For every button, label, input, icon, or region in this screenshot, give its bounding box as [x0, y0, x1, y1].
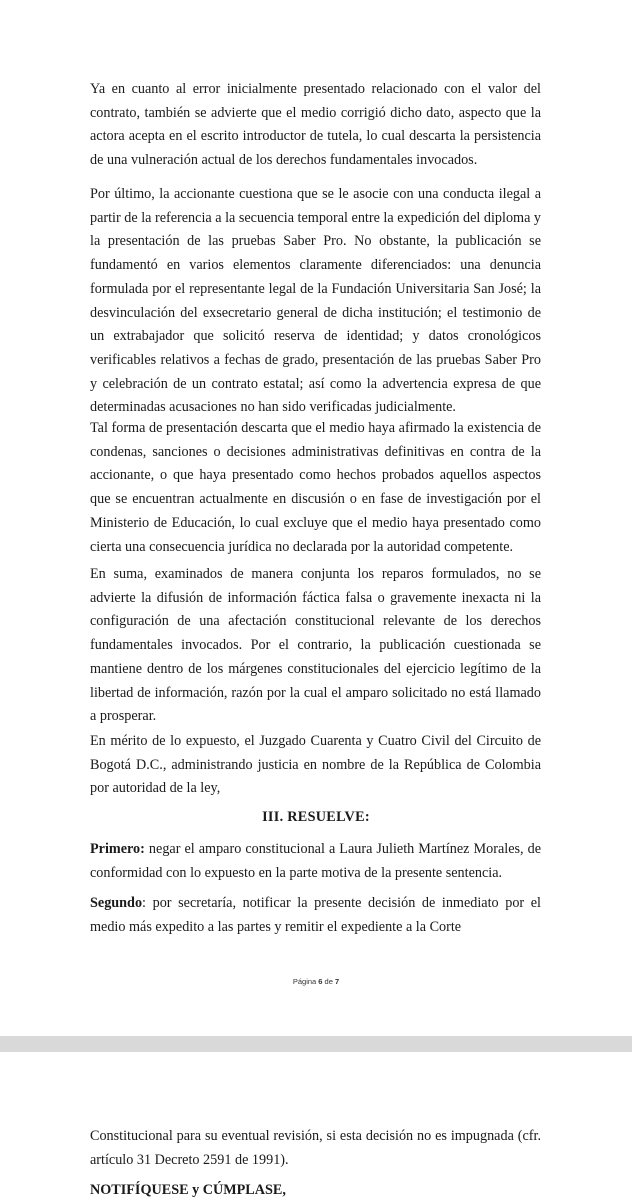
segundo-text: : por secretaría, notificar la presente decisión de inmediato por el medio más expedito a las partes y remitir el expediente a la Corte [90, 895, 541, 935]
footer-prefix: Página [292, 977, 319, 986]
paragraph-primero [90, 838, 541, 885]
footer-total: 7 [334, 977, 340, 986]
closing-notifiquese: NOTIFÍQUESE y CÚMPLASE, [90, 1182, 286, 1198]
paragraph-por-ultimo: Por último, la accionante cuestiona que se le asocie con una conducta ilegal a partir de la referencia a la secuencia temporal entre la expedición del diploma y la presentación de las pruebas Saber Pro. No obstante, la publicación se fundamentó en varios elementos claramente diferenciados: una denuncia formulada por el representante legal de la Fundación Universitaria San José; la desvinculación del exsecretario general de dicha institución; el testimonio de un extrabajador que solicitó reserva de identidad; y datos cronológicos verificables relativos a fechas de grado, presentación de las pruebas Saber Pro y celebración de un contrato estatal; así como la advertencia expresa de que determinadas acusaciones no han sido verificadas judicialmente. [90, 186, 542, 416]
paragraph-en-merito: En mérito de lo expuesto, el Juzgado Cuarenta y Cuatro Civil del Circuito de Bogotá D.C., administrando justicia en nombre de la República de Colombia por autoridad de la ley, [90, 733, 541, 797]
document-page-7 [0, 1052, 632, 1200]
primero-text: negar el amparo constitucional a Laura Julieth Martínez Morales, de conformidad con lo expuesto en la parte motiva de la presente sentencia. [90, 841, 541, 881]
paragraph-segundo [90, 892, 541, 939]
footer-mid: de [322, 977, 335, 986]
paragraph-valor-contrato: Ya en cuanto al error inicialmente presentado relacionado con el valor del contrato, también se advierte que el medio corrigió dicho dato, aspecto que la actora acepta en el escrito introductor de tutela, lo cual descarta la persistencia de una vulneración actual de los derechos fundamentales invocados. [90, 81, 541, 169]
paragraph-tal-forma: Tal forma de presentación descarta que el medio haya afirmado la existencia de condenas, sanciones o decisiones administrativas definitivas en contra de la accionante, o que haya presentado como hechos probados aquellos aspectos que se encuentran actualmente en discusión o en fase de investigación por el Ministerio de Educación, lo cual excluye que el medio haya presentado como cierta una consecuencia jurídica no declarada por la autoridad competente. [90, 420, 541, 555]
paragraph-en-suma: En suma, examinados de manera conjunta los reparos formulados, no se advierte la difusión de información fáctica falsa o gravemente inexacta ni la configuración de una afectación constitucional relevante de los derechos fundamentales invocados. Por el contrario, la publicación cuestionada se mantiene dentro de los márgenes constitucionales del ejercicio legítimo de la libertad de información, razón por la cual el amparo solicitado no está llamado a prosperar. [90, 566, 541, 725]
footer-page: 6 [318, 977, 323, 986]
segundo-label: Segundo [90, 895, 143, 911]
page-number-footer [0, 977, 632, 986]
primero-label: Primero: [90, 841, 145, 857]
section-heading-resuelve: III. RESUELVE: [262, 809, 370, 825]
paragraph-constitucional: Constitucional para su eventual revisión, si esta decisión no es impugnada (cfr. artículo 31 Decreto 2591 de 1991). [90, 1128, 541, 1168]
